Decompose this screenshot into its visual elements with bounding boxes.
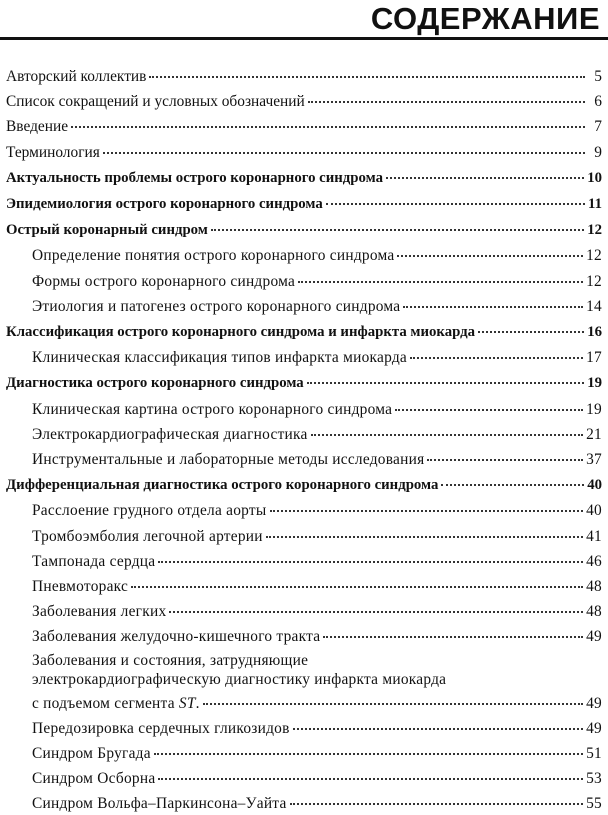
- dot-leader: [131, 570, 583, 588]
- toc-entry-italic-term: ST: [178, 694, 196, 712]
- toc-entry-page: 40: [587, 477, 602, 494]
- dot-leader: [266, 520, 583, 538]
- dot-leader: [158, 762, 583, 780]
- dot-leader: [386, 161, 584, 179]
- toc-entry-page: 21: [586, 425, 602, 443]
- dot-leader: [71, 110, 585, 128]
- title-rule: [0, 37, 608, 40]
- toc-entry[interactable]: [0, 623, 608, 648]
- toc-entry-page: 53: [586, 770, 602, 788]
- toc-entry-page: 10: [587, 169, 602, 186]
- dot-leader: [395, 393, 583, 411]
- toc-entry-page: 12: [586, 272, 602, 290]
- dot-leader: [410, 341, 583, 359]
- toc-entry-title-end: .: [195, 694, 200, 712]
- toc-entry-title: Инструментальные и лабораторные методы исследования: [32, 451, 425, 469]
- dot-leader: [403, 290, 583, 308]
- toc-entry-title: Заболевания желудочно-кишечного тракта: [32, 628, 321, 646]
- dot-leader: [478, 315, 584, 333]
- dot-leader: [149, 60, 585, 78]
- toc-entry-title: Дифференциальная диагностика острого коронарного синдрома: [6, 477, 439, 494]
- toc-entry-page: 14: [586, 297, 602, 315]
- dot-leader: [323, 620, 583, 638]
- toc-entry-title-line: Заболевания и состояния, затрудняющие: [32, 651, 309, 669]
- toc-entry-page: 7: [594, 118, 602, 136]
- dot-leader: [298, 265, 583, 283]
- dot-leader: [441, 468, 584, 486]
- toc-entry-title: Формы острого коронарного синдрома: [32, 272, 296, 290]
- toc-entry-title: Электрокардиографическая диагностика: [32, 425, 308, 443]
- toc-entry-title-line: электрокардиографическую диагностику инфаркта миокарда: [32, 671, 447, 689]
- toc-entry-title: Заболевания легких: [32, 603, 167, 621]
- toc-entry-title-line: с подъемом сегмента: [32, 694, 175, 712]
- toc-entry-title: Синдром Осборна: [32, 770, 156, 788]
- toc-entry-title: Введение: [6, 118, 69, 136]
- toc-entry-title: Передозировка сердечных гликозидов: [32, 719, 290, 737]
- toc-entry-page: 51: [586, 744, 602, 762]
- toc-entry-title: Этиология и патогенез острого коронарного синдрома: [32, 297, 401, 315]
- toc-entry[interactable]: [0, 790, 608, 815]
- dot-leader: [293, 712, 583, 730]
- page-title: СОДЕРЖАНИЕ: [370, 1, 600, 36]
- toc-entry-page: 40: [586, 502, 602, 520]
- toc-entry-title: Тромбоэмболия легочной артерии: [32, 527, 263, 545]
- toc-entry-page: 48: [586, 578, 602, 596]
- toc-entry-title: Клиническая картина острого коронарного синдрома: [32, 400, 393, 418]
- toc-entry-page: 16: [587, 324, 602, 341]
- table-of-contents: [0, 63, 608, 815]
- toc-entry-title: Список сокращений и условных обозначений: [6, 93, 305, 111]
- toc-entry-page: 5: [594, 68, 602, 85]
- toc-entry-title: Эпидемиология острого коронарного синдрома: [6, 196, 323, 213]
- toc-entry-title: Пневмоторакс: [32, 578, 129, 596]
- dot-leader: [211, 213, 584, 231]
- toc-entry[interactable]: [0, 649, 608, 715]
- toc-entry-title: Классификация острого коронарного синдрома и инфаркта миокарда: [6, 324, 476, 341]
- toc-entry-title: Авторский коллектив: [6, 68, 147, 85]
- toc-entry-page: 12: [587, 222, 602, 239]
- toc-entry-page: 6: [594, 93, 602, 111]
- toc-entry-page: 49: [586, 694, 602, 712]
- dot-leader: [290, 787, 584, 805]
- dot-leader: [103, 136, 585, 154]
- toc-entry-title: Диагностика острого коронарного синдрома: [6, 375, 304, 392]
- dot-leader: [427, 443, 583, 461]
- toc-entry-title: Синдром Вольфа–Паркинсона–Уайта: [32, 795, 287, 813]
- toc-entry-page: 11: [588, 196, 602, 213]
- toc-entry-title: Актуальность проблемы острого коронарного синдрома: [6, 169, 384, 186]
- toc-entry-page: 48: [586, 603, 602, 621]
- toc-entry-page: 12: [586, 247, 602, 265]
- toc-entry-page: 19: [587, 375, 602, 392]
- toc-entry-page: 41: [586, 527, 602, 545]
- dot-leader: [203, 687, 583, 705]
- dot-leader: [158, 545, 583, 563]
- toc-entry-title: Расслоение грудного отдела аорты: [32, 502, 267, 520]
- dot-leader: [308, 85, 585, 103]
- toc-entry-title: Острый коронарный синдром: [6, 222, 208, 239]
- dot-leader: [169, 595, 583, 613]
- dot-leader: [307, 366, 584, 384]
- toc-entry-title: Клиническая классификация типов инфаркта миокарда: [32, 349, 408, 367]
- toc-entry-title: Терминология: [6, 143, 100, 161]
- dot-leader: [397, 239, 583, 257]
- toc-entry-page: 37: [586, 451, 602, 469]
- dot-leader: [326, 187, 585, 205]
- toc-entry-title: Синдром Бругада: [32, 744, 151, 762]
- toc-entry-page: 46: [586, 552, 602, 570]
- toc-entry-title: Тампонада сердца: [32, 552, 156, 570]
- toc-entry-page: 49: [586, 628, 602, 646]
- dot-leader: [311, 418, 584, 436]
- dot-leader: [154, 737, 583, 755]
- toc-entry-page: 55: [586, 795, 602, 813]
- toc-entry-title: Определение понятия острого коронарного синдрома: [32, 247, 395, 265]
- dot-leader: [270, 494, 584, 512]
- toc-entry-page: 19: [586, 400, 602, 418]
- toc-entry-page: 17: [586, 349, 602, 367]
- toc-entry-page: 49: [586, 719, 602, 737]
- toc-entry-page: 9: [594, 143, 602, 161]
